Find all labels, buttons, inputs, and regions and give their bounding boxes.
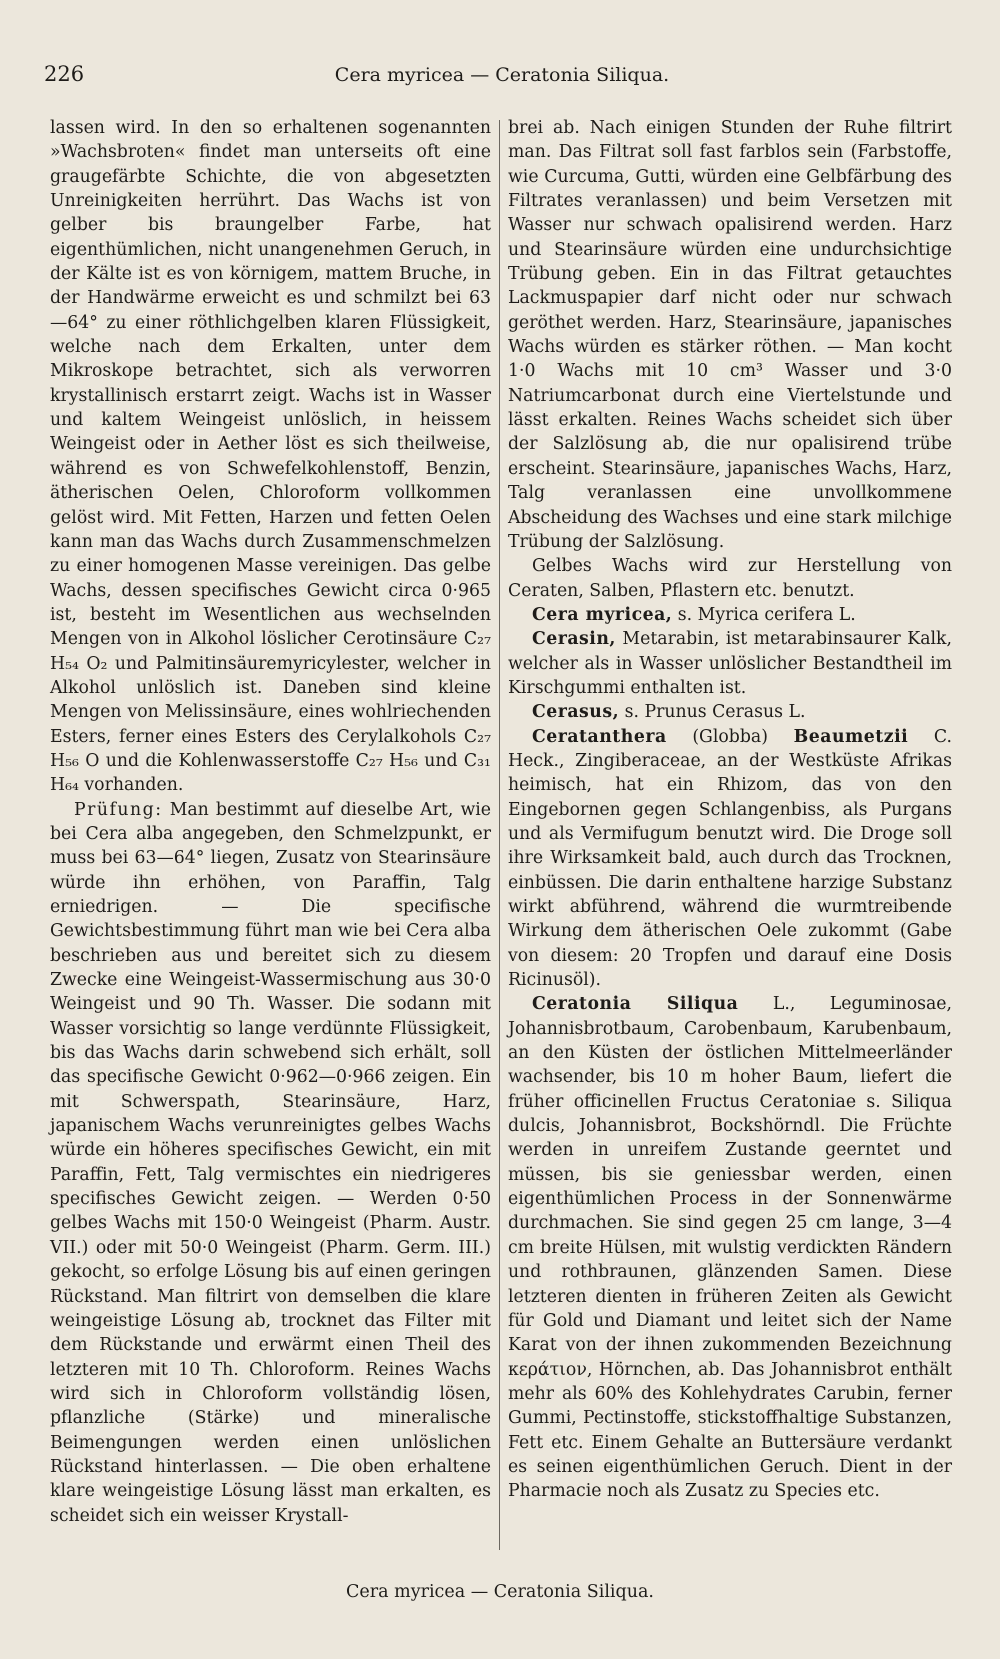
entry-headword: Cerasin,: [532, 629, 616, 650]
entry-headword: Beaumetzii: [793, 726, 909, 747]
column-divider: [499, 120, 500, 1550]
paragraph: Gelbes Wachs wird zur Herstellung von Ceraten, Salben, Pflastern etc. benutzt.: [508, 556, 952, 601]
left-column: [50, 116, 491, 1528]
entry-ceratanthera: [508, 725, 952, 993]
entry-cerasin: [508, 627, 952, 700]
entry-cerasus: [508, 700, 952, 724]
page-header: [44, 62, 960, 92]
entry-text: s. Prunus Cerasus L.: [624, 702, 806, 723]
entry-headword: Ceratanthera: [532, 726, 667, 747]
paragraph: lassen wird. In den so erhaltenen sogenannten »Wachsbroten« findet man unterseits oft eine graugefärbte Schichte, die von abgesetzten Unreinigkeiten herrührt. Das Wachs ist von gelber bis braungelber Farbe, hat eigenthümlichen, nicht unangenehmen Geruch, in der Kälte ist es von körnigem, mattem Bruche, in der Handwärme erweicht es und schmilzt bei 63—64° zu einer röthlichgelben klaren Flüssigkeit, welche nach dem Erkalten, unter dem Mikroskope betrachtet, sich als verworren krystallinisch erstarrt zeigt. Wachs ist in Wasser und kaltem Weingeist unlöslich, in heissem Weingeist oder in Aether löst es sich theilweise, während es von Schwefelkohlenstoff, Benzin, ätherischen Oelen, Chloroform vollkommen gelöst wird. Mit Fetten, Harzen und fetten Oelen kann man das Wachs durch Zusammenschmelzen zu einer homogenen Masse vereinigen. Das gelbe Wachs, dessen specifisches Gewicht circa 0·965 ist, besteht im Wesentlichen aus wechselnden Mengen von in Alkohol löslicher Cerotinsäure C₂₇ H₅₄ O₂ und Palmitinsäuremyricylester, welcher in Alkohol unlöslich ist. Daneben sind kleine Mengen von Melissinsäure, eines wohlriechenden Esters, ferner eines Esters des Cerylalkohols C₂₇ H₅₆ O und die Kohlenwasserstoffe C₂₇ H₅₆ und C₃₁ H₆₄ vorhanden.: [50, 118, 491, 796]
right-column: [508, 116, 952, 1504]
section-label: Prüfung:: [74, 799, 163, 820]
entry-text: (Globba): [692, 726, 768, 747]
entry-text: s. Myrica cerifera L.: [677, 604, 856, 625]
page-number: 226: [44, 62, 85, 86]
entry-headword: Cerasus,: [532, 702, 620, 723]
entry-headword: Ceratonia Siliqua: [532, 994, 739, 1015]
page-footer: Cera myricea — Ceratonia Siliqua.: [346, 1582, 654, 1602]
paragraph: brei ab. Nach einigen Stunden der Ruhe filtrirt man. Das Filtrat soll fast farblos sein (Farbstoffe, wie Curcuma, Gutti, würden eine Gelbfärbung des Filtrates veranlassen) und beim Versetzen mit Wasser nur schwach opalisirend werden. Harz und Stearinsäure würden eine undurchsichtige Trübung geben. Ein in das Filtrat getauchtes Lackmuspapier darf nicht oder nur schwach geröthet werden. Harz, Stearinsäure, japanisches Wachs würden es stärker röthen. — Man kocht 1·0 Wachs mit 10 cm³ Wasser und 3·0 Natriumcarbonat durch eine Viertelstunde und lässt erkalten. Reines Wachs scheidet sich über der Salzlösung ab, die nur opalisirend trübe erscheint. Stearinsäure, japanisches Wachs, Harz, Talg veranlassen eine unvollkommene Abscheidung des Wachses und eine stark milchige Trübung der Salzlösung.: [508, 118, 952, 552]
paragraph-text: Man bestimmt auf dieselbe Art, wie bei Cera alba angegeben, den Schmelzpunkt, er muss bei 63—64° liegen, Zusatz von Stearinsäure würde ihn erhöhen, von Paraffin, Talg erniedrigen. — Die specifische Gewichtsbestimmung führt man wie bei Cera alba beschrieben aus und bereitet sich zu diesem Zwecke eine Weingeist-Wassermischung aus 30·0 Weingeist und 90 Th. Wasser. Die sodann mit Wasser vorsichtig so lange verdünnte Flüssigkeit, bis das Wachs darin schwebend sich erhält, soll das specifische Gewicht 0·962—0·966 zeigen. Ein mit Schwerspath, Stearinsäure, Harz, japanischem Wachs verunreinigtes gelbes Wachs würde ein höheres specifisches Gewicht, ein mit Paraffin, Fett, Talg vermischtes ein niedrigeres specifisches Gewicht zeigen. — Werden 0·50 gelbes Wachs mit 150·0 Weingeist (Pharm. Austr. VII.) oder mit 50·0 Weingeist (Pharm. Germ. III.) gekocht, so erfolge Lösung bis auf einen geringen Rückstand. Man filtrirt von demselben die klare weingeistige Lösung ab, trocknet das Filter mit dem Rückstande und erwärmt einen Theil des letzteren mit 10 Th. Chloroform. Reines Wachs wird sich in Chloroform vollständig lösen, pflanzliche (Stärke) und mineralische Beimengungen werden einen unlöslichen Rückstand hinterlassen. — Die oben erhaltene klare weingeistige Lösung lässt man erkalten, es scheidet sich ein weisser Krystall-: [50, 799, 491, 1526]
running-title: Cera myricea — Ceratonia Siliqua.: [334, 64, 670, 86]
entry-ceratonia-siliqua: [508, 992, 952, 1503]
entry-headword: Cera myricea,: [532, 604, 673, 625]
paragraph: [50, 798, 491, 1528]
entry-text: L., Leguminosae, Johannisbrotbaum, Carobenbaum, Karubenbaum, an den Küsten der östlichen Mittelmeerländer wachsender, bis 10 m hoher Baum, liefert die früher officinellen Fructus Ceratoniae s. Siliqua dulcis, Johannisbrot, Bockshörndl. Die Früchte werden in unreifem Zustande geerntet und müssen, bis sie geniessbar werden, einen eigenthümlichen Process in der Sonnenwärme durchmachen. Sie sind gegen 25 cm lange, 3—4 cm breite Hülsen, mit wulstig verdickten Rändern und rothbraunen, glänzenden Samen. Diese letzteren dienten in früheren Zeiten als Gewicht für Gold und Diamant und leitet sich der Name Karat von der ihnen zukommenden Bezeichnung κεράτιον, Hörnchen, ab. Das Johannisbrot enthält mehr als 60% des Kohlehydrates Carubin, ferner Gummi, Pectinstoffe, stickstoffhaltige Substanzen, Fett etc. Einem Gehalte an Buttersäure verdankt es seinen eigenthümlichen Geruch. Dient in der Pharmacie noch als Zusatz zu Species etc.: [508, 994, 952, 1502]
entry-cera-myricea: [508, 603, 952, 627]
entry-text: Metarabin, ist metarabinsaurer Kalk, welcher als in Wasser unlöslicher Bestandtheil im Kirschgummi enthalten ist.: [508, 629, 952, 698]
entry-text: C. Heck., Zingiberaceae, an der Westküste Afrikas heimisch, hat ein Rhizom, das von den Eingebornen gegen Schlangenbiss, als Purgans und als Vermifugum benutzt wird. Die Droge soll ihre Wirksamkeit bald, auch durch das Trocknen, einbüssen. Die darin enthaltene harzige Substanz wirkt abführend, während die wurmtreibende Wirkung dem ätherischen Oele zukommt (Gabe von diesem: 20 Tropfen und darauf eine Dosis Ricinusöl).: [508, 726, 952, 991]
